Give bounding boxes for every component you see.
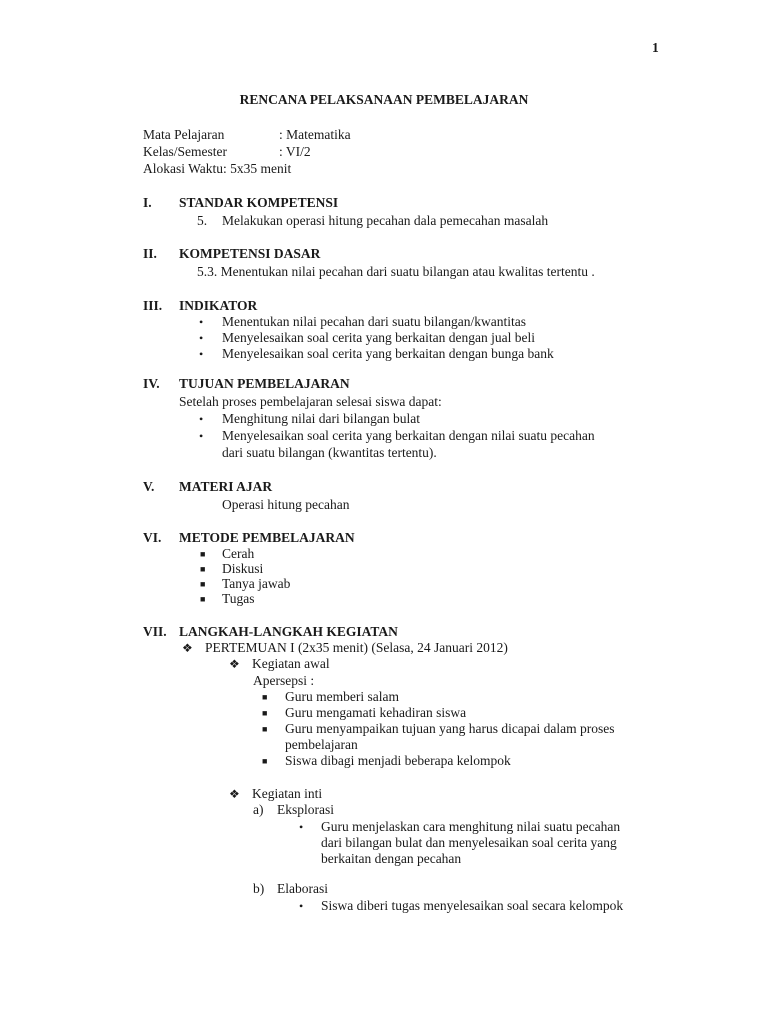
list-item-continuation: pembelajaran [285, 737, 358, 752]
document-title: RENCANA PELAKSANAAN PEMBELAJARAN [239, 92, 529, 107]
bullet-dot-icon: • [299, 899, 304, 913]
list-item: Siswa dibagi menjadi beberapa kelompok [285, 753, 511, 768]
sub-title: Eksplorasi [277, 802, 334, 817]
section-number: IV. [143, 376, 160, 391]
sub-label: b) [253, 881, 265, 896]
list-number: 5. [197, 213, 208, 228]
list-item: Guru menyampaikan tujuan yang harus dicapai dalam proses [285, 721, 615, 736]
list-item: Menghitung nilai dari bilangan bulat [222, 411, 420, 426]
bullet-dot-icon: • [199, 331, 204, 345]
section-number: III. [143, 298, 163, 313]
list-item: Guru menjelaskan cara menghitung nilai suatu pecahan [321, 819, 621, 834]
section-text: 5.3. Menentukan nilai pecahan dari suatu bilangan atau kwalitas tertentu . [197, 264, 595, 279]
identity-value: : VI/2 [279, 144, 311, 159]
page-number: 1 [652, 40, 659, 55]
list-item: Siswa diberi tugas menyelesaikan soal secara kelompok [321, 898, 624, 913]
list-item: Cerah [222, 546, 255, 561]
list-item: Tanya jawab [222, 576, 291, 591]
list-item: Tugas [222, 591, 255, 606]
section-number: VI. [143, 530, 162, 545]
list-item-continuation: dari bilangan bulat dan menyelesaikan soal cerita yang [321, 835, 617, 850]
section-number: V. [143, 479, 155, 494]
section-heading: LANGKAH-LANGKAH KEGIATAN [179, 624, 398, 639]
activity-title: Kegiatan inti [252, 786, 323, 801]
bullet-dot-icon: • [299, 820, 304, 834]
diamond-bullet-icon: ❖ [229, 657, 240, 671]
section-heading: INDIKATOR [179, 298, 258, 313]
bullet-square-icon: ■ [262, 724, 268, 734]
identity-label: Alokasi Waktu: 5x35 menit [143, 161, 292, 176]
bullet-square-icon: ■ [200, 549, 206, 559]
bullet-square-icon: ■ [200, 564, 206, 574]
activity-title: Kegiatan awal [252, 656, 330, 671]
bullet-square-icon: ■ [200, 579, 206, 589]
activity-subtitle: Apersepsi : [253, 673, 315, 688]
section-heading: KOMPETENSI DASAR [179, 246, 321, 261]
section-number: II. [143, 246, 157, 261]
list-item-continuation: berkaitan dengan pecahan [321, 851, 462, 866]
identity-value: : Matematika [279, 127, 351, 142]
diamond-bullet-icon: ❖ [229, 787, 240, 801]
identity-label: Mata Pelajaran [143, 127, 225, 142]
identity-label: Kelas/Semester [143, 144, 227, 159]
list-item: Menyelesaikan soal cerita yang berkaitan dengan bunga bank [222, 346, 554, 361]
bullet-square-icon: ■ [262, 692, 268, 702]
sub-title: Elaborasi [277, 881, 328, 896]
section-heading: STANDAR KOMPETENSI [179, 195, 339, 210]
bullet-square-icon: ■ [262, 708, 268, 718]
list-item: Guru mengamati kehadiran siswa [285, 705, 467, 720]
list-item-continuation: dari suatu bilangan (kwantitas tertentu). [222, 445, 437, 460]
diamond-bullet-icon: ❖ [182, 641, 193, 655]
section-text: Operasi hitung pecahan [222, 497, 350, 512]
list-item: Menyelesaikan soal cerita yang berkaitan dengan nilai suatu pecahan [222, 428, 595, 443]
bullet-dot-icon: • [199, 412, 204, 426]
section-number: VII. [143, 624, 167, 639]
list-item: Guru memberi salam [285, 689, 399, 704]
section-heading: TUJUAN PEMBELAJARAN [179, 376, 350, 391]
bullet-square-icon: ■ [200, 594, 206, 604]
section-intro: Setelah proses pembelajaran selesai siswa dapat: [179, 394, 442, 409]
meeting-title: PERTEMUAN I (2x35 menit) (Selasa, 24 Januari 2012) [205, 640, 508, 655]
bullet-dot-icon: • [199, 315, 204, 329]
list-item: Diskusi [222, 561, 264, 576]
sub-label: a) [253, 802, 264, 817]
section-heading: MATERI AJAR [179, 479, 273, 494]
list-item: Menentukan nilai pecahan dari suatu bilangan/kwantitas [222, 314, 527, 329]
list-item: Menyelesaikan soal cerita yang berkaitan dengan jual beli [222, 330, 535, 345]
list-item: Melakukan operasi hitung pecahan dala pemecahan masalah [222, 213, 549, 228]
bullet-dot-icon: • [199, 429, 204, 443]
section-number: I. [143, 195, 152, 210]
bullet-square-icon: ■ [262, 756, 268, 766]
section-heading: METODE PEMBELAJARAN [179, 530, 355, 545]
bullet-dot-icon: • [199, 347, 204, 361]
